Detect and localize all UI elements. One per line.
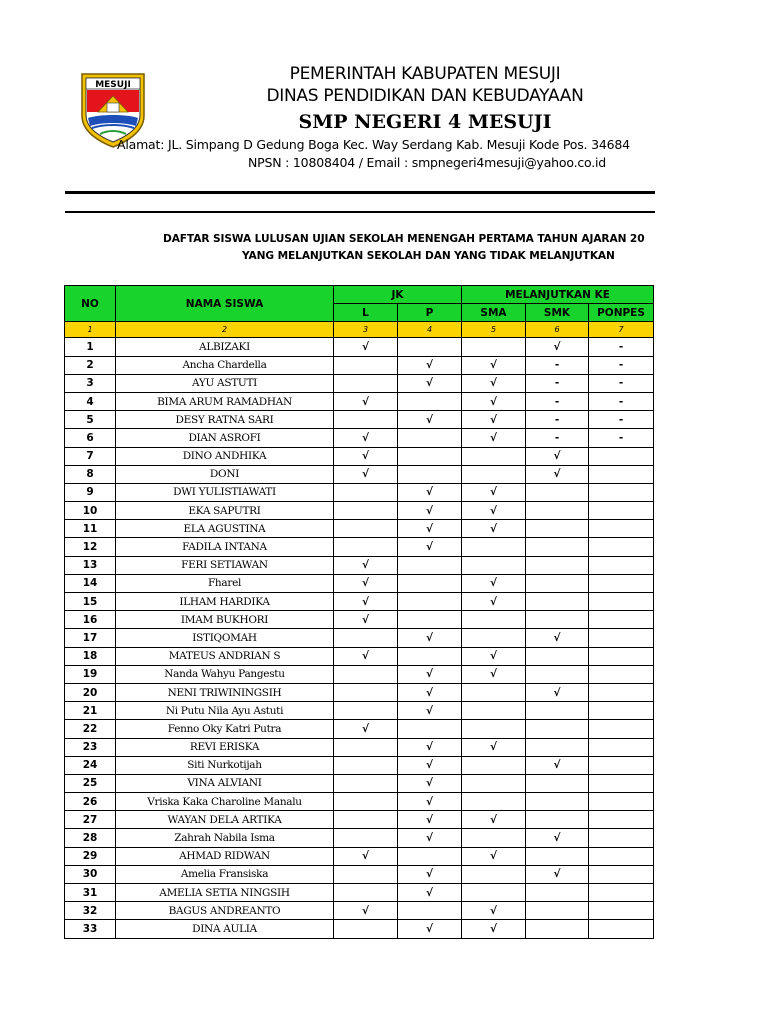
student-name: Amelia Fransiska xyxy=(116,865,334,883)
row-number: 10 xyxy=(65,502,116,520)
sma-cell xyxy=(462,683,526,701)
ponpes-cell: - xyxy=(589,411,654,429)
row-number: 20 xyxy=(65,683,116,701)
gender-p-cell: √ xyxy=(398,756,462,774)
sma-cell: √ xyxy=(462,356,526,374)
table-row xyxy=(65,374,654,392)
ponpes-cell xyxy=(589,520,654,538)
ponpes-cell xyxy=(589,847,654,865)
gender-l-cell: √ xyxy=(334,574,398,592)
sma-cell xyxy=(462,338,526,356)
gender-p-cell xyxy=(398,429,462,447)
gender-l-cell xyxy=(334,884,398,902)
student-name: Vriska Kaka Charoline Manalu xyxy=(116,793,334,811)
school-name: SMP NEGERI 4 MESUJI xyxy=(298,111,552,133)
gender-p-cell: √ xyxy=(398,738,462,756)
row-number: 33 xyxy=(65,920,116,938)
table-row xyxy=(65,502,654,520)
gender-p-cell xyxy=(398,574,462,592)
ponpes-cell xyxy=(589,720,654,738)
gender-p-cell xyxy=(398,465,462,483)
department-name: DINAS PENDIDIKAN DAN KEBUDAYAAN xyxy=(266,86,584,106)
row-number: 13 xyxy=(65,556,116,574)
row-number: 32 xyxy=(65,902,116,920)
row-number: 9 xyxy=(65,483,116,501)
smk-cell xyxy=(526,502,589,520)
table-row xyxy=(65,920,654,938)
sma-cell: √ xyxy=(462,520,526,538)
row-number: 19 xyxy=(65,665,116,683)
header-jk: JK xyxy=(334,286,462,304)
sma-cell xyxy=(462,865,526,883)
gender-l-cell xyxy=(334,520,398,538)
gender-p-cell: √ xyxy=(398,793,462,811)
student-name: DINA AULIA xyxy=(116,920,334,938)
row-number: 8 xyxy=(65,465,116,483)
sma-cell xyxy=(462,611,526,629)
table-row xyxy=(65,556,654,574)
sma-cell: √ xyxy=(462,411,526,429)
gender-p-cell xyxy=(398,720,462,738)
table-row xyxy=(65,774,654,792)
gender-p-cell xyxy=(398,847,462,865)
header-sma: SMA xyxy=(462,304,526,322)
ponpes-cell xyxy=(589,574,654,592)
table-row xyxy=(65,683,654,701)
gender-p-cell: √ xyxy=(398,683,462,701)
header-p: P xyxy=(398,304,462,322)
gender-l-cell xyxy=(334,774,398,792)
ponpes-cell: - xyxy=(589,392,654,410)
ponpes-cell xyxy=(589,702,654,720)
student-name: WAYAN DELA ARTIKA xyxy=(116,811,334,829)
smk-cell xyxy=(526,520,589,538)
sma-cell: √ xyxy=(462,647,526,665)
table-row xyxy=(65,447,654,465)
sma-cell xyxy=(462,629,526,647)
ponpes-cell xyxy=(589,738,654,756)
gender-l-cell xyxy=(334,829,398,847)
column-index: 2 xyxy=(116,322,334,338)
row-number: 30 xyxy=(65,865,116,883)
row-number: 6 xyxy=(65,429,116,447)
gender-l-cell xyxy=(334,793,398,811)
gender-l-cell: √ xyxy=(334,902,398,920)
sma-cell xyxy=(462,793,526,811)
row-number: 25 xyxy=(65,774,116,792)
smk-cell: √ xyxy=(526,465,589,483)
ponpes-cell: - xyxy=(589,374,654,392)
row-number: 29 xyxy=(65,847,116,865)
ponpes-cell xyxy=(589,756,654,774)
smk-cell: √ xyxy=(526,865,589,883)
gender-l-cell: √ xyxy=(334,847,398,865)
row-number: 27 xyxy=(65,811,116,829)
smk-cell xyxy=(526,774,589,792)
document-subtitle: YANG MELANJUTKAN SEKOLAH DAN YANG TIDAK MELANJUTKAN xyxy=(242,250,615,262)
table-row xyxy=(65,538,654,556)
gender-l-cell xyxy=(334,374,398,392)
smk-cell xyxy=(526,611,589,629)
smk-cell: √ xyxy=(526,447,589,465)
gender-l-cell xyxy=(334,702,398,720)
header-no: NO xyxy=(65,286,116,322)
smk-cell xyxy=(526,720,589,738)
gender-l-cell: √ xyxy=(334,465,398,483)
gender-l-cell: √ xyxy=(334,392,398,410)
gender-p-cell xyxy=(398,902,462,920)
ponpes-cell xyxy=(589,774,654,792)
header-nama-siswa: NAMA SISWA xyxy=(116,286,334,322)
ponpes-cell: - xyxy=(589,338,654,356)
sma-cell xyxy=(462,465,526,483)
sma-cell xyxy=(462,702,526,720)
smk-cell: - xyxy=(526,392,589,410)
gender-p-cell: √ xyxy=(398,884,462,902)
student-name: Fenno Oky Katri Putra xyxy=(116,720,334,738)
gender-p-cell xyxy=(398,593,462,611)
ponpes-cell xyxy=(589,683,654,701)
sma-cell xyxy=(462,720,526,738)
table-row xyxy=(65,611,654,629)
student-name: ALBIZAKI xyxy=(116,338,334,356)
table-row xyxy=(65,865,654,883)
table-row xyxy=(65,702,654,720)
row-number: 14 xyxy=(65,574,116,592)
smk-cell xyxy=(526,920,589,938)
ponpes-cell xyxy=(589,483,654,501)
sma-cell: √ xyxy=(462,738,526,756)
table-row xyxy=(65,465,654,483)
gender-p-cell: √ xyxy=(398,811,462,829)
row-number: 22 xyxy=(65,720,116,738)
gender-l-cell xyxy=(334,356,398,374)
row-number: 12 xyxy=(65,538,116,556)
row-number: 3 xyxy=(65,374,116,392)
ponpes-cell xyxy=(589,629,654,647)
gender-p-cell xyxy=(398,447,462,465)
ponpes-cell xyxy=(589,829,654,847)
gender-l-cell xyxy=(334,629,398,647)
table-row xyxy=(65,356,654,374)
sma-cell: √ xyxy=(462,902,526,920)
gender-p-cell: √ xyxy=(398,520,462,538)
ponpes-cell xyxy=(589,884,654,902)
table-row xyxy=(65,429,654,447)
student-name: ELA AGUSTINA xyxy=(116,520,334,538)
gender-l-cell: √ xyxy=(334,647,398,665)
table-row xyxy=(65,756,654,774)
table-row xyxy=(65,811,654,829)
smk-cell xyxy=(526,847,589,865)
gender-l-cell xyxy=(334,920,398,938)
document-title: DAFTAR SISWA LULUSAN UJIAN SEKOLAH MENENGAH PERTAMA TAHUN AJARAN 20 xyxy=(163,233,645,245)
column-index: 3 xyxy=(334,322,398,338)
ponpes-cell xyxy=(589,920,654,938)
table-row xyxy=(65,884,654,902)
student-name: ILHAM HARDIKA xyxy=(116,593,334,611)
table-row xyxy=(65,411,654,429)
ponpes-cell xyxy=(589,793,654,811)
student-name: AYU ASTUTI xyxy=(116,374,334,392)
table-row xyxy=(65,338,654,356)
ponpes-cell xyxy=(589,647,654,665)
student-name: Zahrah Nabila Isma xyxy=(116,829,334,847)
smk-cell xyxy=(526,593,589,611)
smk-cell xyxy=(526,483,589,501)
student-name: EKA SAPUTRI xyxy=(116,502,334,520)
row-number: 15 xyxy=(65,593,116,611)
student-name: Ancha Chardella xyxy=(116,356,334,374)
ponpes-cell xyxy=(589,811,654,829)
student-name: FERI SETIAWAN xyxy=(116,556,334,574)
student-name: DESY RATNA SARI xyxy=(116,411,334,429)
gender-l-cell xyxy=(334,756,398,774)
table-row xyxy=(65,392,654,410)
gender-l-cell xyxy=(334,411,398,429)
student-name: FADILA INTANA xyxy=(116,538,334,556)
ponpes-cell: - xyxy=(589,356,654,374)
sma-cell xyxy=(462,538,526,556)
row-number: 24 xyxy=(65,756,116,774)
school-address: Alamat: JL. Simpang D Gedung Boga Kec. Way Serdang Kab. Mesuji Kode Pos. 34684 xyxy=(117,137,630,152)
row-number: 23 xyxy=(65,738,116,756)
row-number: 18 xyxy=(65,647,116,665)
smk-cell: √ xyxy=(526,338,589,356)
student-name: Ni Putu Nila Ayu Astuti xyxy=(116,702,334,720)
sma-cell: √ xyxy=(462,920,526,938)
sma-cell: √ xyxy=(462,483,526,501)
table-row xyxy=(65,720,654,738)
gender-p-cell: √ xyxy=(398,629,462,647)
gender-l-cell: √ xyxy=(334,720,398,738)
smk-cell xyxy=(526,556,589,574)
gender-l-cell: √ xyxy=(334,429,398,447)
table-row xyxy=(65,793,654,811)
column-index: 7 xyxy=(589,322,654,338)
table-row xyxy=(65,829,654,847)
header-smk: SMK xyxy=(526,304,589,322)
sma-cell: √ xyxy=(462,665,526,683)
sma-cell xyxy=(462,756,526,774)
row-number: 31 xyxy=(65,884,116,902)
gender-p-cell: √ xyxy=(398,356,462,374)
gender-p-cell: √ xyxy=(398,829,462,847)
smk-cell xyxy=(526,738,589,756)
student-name: DINO ANDHIKA xyxy=(116,447,334,465)
row-number: 7 xyxy=(65,447,116,465)
letterhead-divider-bottom xyxy=(65,211,655,213)
student-name: NENI TRIWININGSIH xyxy=(116,683,334,701)
table-row xyxy=(65,902,654,920)
gender-p-cell: √ xyxy=(398,502,462,520)
student-name: Fharel xyxy=(116,574,334,592)
gender-p-cell: √ xyxy=(398,920,462,938)
ponpes-cell xyxy=(589,502,654,520)
smk-cell xyxy=(526,574,589,592)
student-name: DWI YULISTIAWATI xyxy=(116,483,334,501)
table-row xyxy=(65,520,654,538)
sma-cell: √ xyxy=(462,811,526,829)
gender-p-cell: √ xyxy=(398,865,462,883)
smk-cell xyxy=(526,702,589,720)
student-name: VINA ALVIANI xyxy=(116,774,334,792)
student-name: DIAN ASROFI xyxy=(116,429,334,447)
gender-l-cell: √ xyxy=(334,447,398,465)
student-name: AHMAD RIDWAN xyxy=(116,847,334,865)
gender-p-cell xyxy=(398,647,462,665)
column-index: 6 xyxy=(526,322,589,338)
ponpes-cell: - xyxy=(589,429,654,447)
row-number: 2 xyxy=(65,356,116,374)
gender-l-cell xyxy=(334,665,398,683)
gender-l-cell: √ xyxy=(334,593,398,611)
letterhead-divider-top xyxy=(65,191,655,194)
ponpes-cell xyxy=(589,593,654,611)
government-name: PEMERINTAH KABUPATEN MESUJI xyxy=(289,64,561,84)
sma-cell: √ xyxy=(462,847,526,865)
student-name: BIMA ARUM RAMADHAN xyxy=(116,392,334,410)
table-row xyxy=(65,483,654,501)
gender-l-cell: √ xyxy=(334,338,398,356)
column-index: 5 xyxy=(462,322,526,338)
sma-cell xyxy=(462,556,526,574)
student-name: Siti Nurkotijah xyxy=(116,756,334,774)
row-number: 26 xyxy=(65,793,116,811)
smk-cell: - xyxy=(526,411,589,429)
column-index: 4 xyxy=(398,322,462,338)
gender-p-cell: √ xyxy=(398,483,462,501)
smk-cell: √ xyxy=(526,756,589,774)
smk-cell: √ xyxy=(526,829,589,847)
gender-p-cell xyxy=(398,611,462,629)
smk-cell xyxy=(526,884,589,902)
sma-cell: √ xyxy=(462,429,526,447)
row-number: 21 xyxy=(65,702,116,720)
smk-cell xyxy=(526,647,589,665)
student-name: MATEUS ANDRIAN S xyxy=(116,647,334,665)
smk-cell: √ xyxy=(526,683,589,701)
sma-cell: √ xyxy=(462,502,526,520)
table-row xyxy=(65,847,654,865)
header-melanjutkan-ke: MELANJUTKAN KE xyxy=(462,286,654,304)
smk-cell xyxy=(526,538,589,556)
smk-cell: √ xyxy=(526,629,589,647)
table-row xyxy=(65,647,654,665)
student-name: REVI ERISKA xyxy=(116,738,334,756)
smk-cell: - xyxy=(526,429,589,447)
sma-cell: √ xyxy=(462,392,526,410)
gender-l-cell xyxy=(334,865,398,883)
ponpes-cell xyxy=(589,665,654,683)
graduates-table xyxy=(64,285,654,939)
row-number: 28 xyxy=(65,829,116,847)
header-l: L xyxy=(334,304,398,322)
sma-cell: √ xyxy=(462,574,526,592)
gender-p-cell: √ xyxy=(398,665,462,683)
ponpes-cell xyxy=(589,465,654,483)
gender-p-cell: √ xyxy=(398,374,462,392)
table-row xyxy=(65,738,654,756)
column-index: 1 xyxy=(65,322,116,338)
gender-l-cell: √ xyxy=(334,611,398,629)
student-name: IMAM BUKHORI xyxy=(116,611,334,629)
student-name: Nanda Wahyu Pangestu xyxy=(116,665,334,683)
table-row xyxy=(65,629,654,647)
student-name: AMELIA SETIA NINGSIH xyxy=(116,884,334,902)
smk-cell xyxy=(526,665,589,683)
ponpes-cell xyxy=(589,447,654,465)
gender-l-cell xyxy=(334,811,398,829)
table-row xyxy=(65,574,654,592)
gender-p-cell xyxy=(398,556,462,574)
gender-l-cell xyxy=(334,483,398,501)
row-number: 11 xyxy=(65,520,116,538)
ponpes-cell xyxy=(589,538,654,556)
sma-cell xyxy=(462,447,526,465)
gender-p-cell: √ xyxy=(398,774,462,792)
gender-p-cell xyxy=(398,392,462,410)
gender-p-cell xyxy=(398,338,462,356)
header-ponpes: PONPES xyxy=(589,304,654,322)
sma-cell xyxy=(462,884,526,902)
smk-cell xyxy=(526,793,589,811)
gender-l-cell xyxy=(334,683,398,701)
student-name: BAGUS ANDREANTO xyxy=(116,902,334,920)
school-npsn-email: NPSN : 10808404 / Email : smpnegeri4mesuji@yahoo.co.id xyxy=(248,155,607,170)
smk-cell xyxy=(526,811,589,829)
student-name: DONI xyxy=(116,465,334,483)
row-number: 4 xyxy=(65,392,116,410)
table-row xyxy=(65,665,654,683)
logo-text: MESUJI xyxy=(95,80,131,90)
sma-cell: √ xyxy=(462,374,526,392)
table-row xyxy=(65,593,654,611)
sma-cell: √ xyxy=(462,593,526,611)
sma-cell xyxy=(462,829,526,847)
student-name: ISTIQOMAH xyxy=(116,629,334,647)
gender-p-cell: √ xyxy=(398,702,462,720)
row-number: 16 xyxy=(65,611,116,629)
gender-p-cell: √ xyxy=(398,538,462,556)
smk-cell xyxy=(526,902,589,920)
row-number: 5 xyxy=(65,411,116,429)
ponpes-cell xyxy=(589,865,654,883)
ponpes-cell xyxy=(589,556,654,574)
row-number: 17 xyxy=(65,629,116,647)
ponpes-cell xyxy=(589,611,654,629)
gender-l-cell: √ xyxy=(334,556,398,574)
gender-l-cell xyxy=(334,502,398,520)
smk-cell: - xyxy=(526,374,589,392)
gender-l-cell xyxy=(334,738,398,756)
smk-cell: - xyxy=(526,356,589,374)
sma-cell xyxy=(462,774,526,792)
row-number: 1 xyxy=(65,338,116,356)
gender-p-cell: √ xyxy=(398,411,462,429)
gender-l-cell xyxy=(334,538,398,556)
ponpes-cell xyxy=(589,902,654,920)
